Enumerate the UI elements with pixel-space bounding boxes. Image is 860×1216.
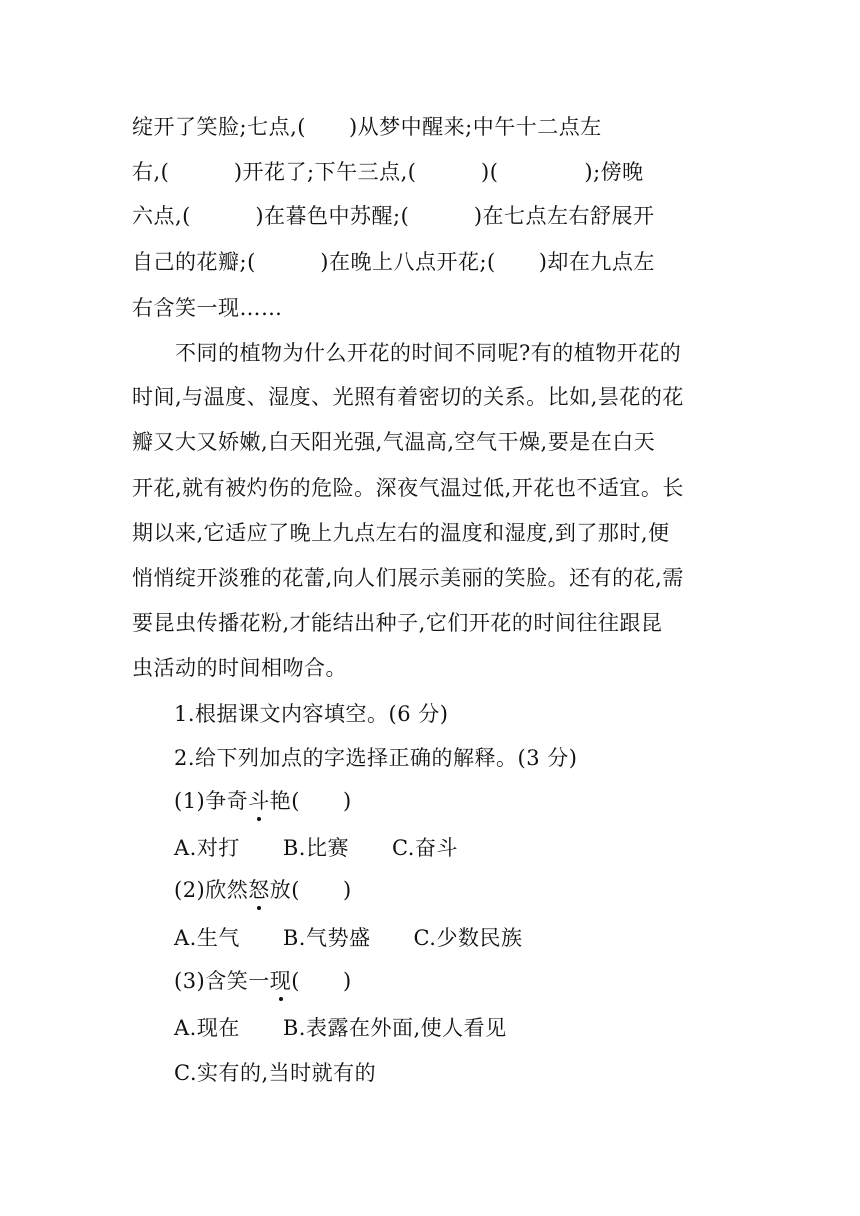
sub-question-2 [174, 878, 352, 902]
passage-line-8: 瓣又大又娇嫩,白天阳光强,气温高,空气干燥,要是在白天 [132, 430, 656, 454]
passage-line-10: 期以来,它适应了晚上九点左右的温度和湿度,到了那时,便 [132, 521, 670, 545]
sub-question-2-options: A.生气 B.气势盛 C.少数民族 [174, 926, 523, 950]
passage-line-13: 虫活动的时间相吻合。 [132, 656, 347, 680]
sub-question-3-prefix: (3)含笑一 [174, 969, 270, 993]
dotted-char-2: 怒 [248, 878, 270, 902]
sub-question-1-prefix: (1)争奇 [174, 789, 249, 813]
passage-line-6: 不同的植物为什么开花的时间不同呢?有的植物开花的 [132, 341, 682, 365]
passage-line-4: 自己的花瓣;( )在晚上八点开花;( )却在九点左 [132, 250, 655, 274]
sub-question-3-options: A.现在 B.表露在外面,使人看见 [174, 1016, 507, 1040]
question-2: 2.给下列加点的字选择正确的解释。(3 分) [174, 746, 578, 770]
passage-line-12: 要昆虫传播花粉,才能结出种子,它们开花的时间往往跟昆 [132, 611, 663, 635]
passage-line-7: 时间,与温度、湿度、光照有着密切的关系。比如,昙花的花 [132, 385, 684, 409]
dotted-char-1: 斗 [248, 789, 270, 813]
passage-line-9: 开花,就有被灼伤的危险。深夜气温过低,开花也不适宜。长 [132, 476, 684, 500]
passage-line-3: 六点,( )在暮色中苏醒;( )在七点左右舒展开 [132, 204, 655, 228]
sub-question-1-suffix: 艳( ) [269, 789, 352, 813]
passage-line-11: 悄悄绽开淡雅的花蕾,向人们展示美丽的笑脸。还有的花,需 [132, 566, 684, 590]
passage-line-5: 右含笑一现…… [132, 296, 283, 320]
sub-question-2-suffix: 放( ) [269, 878, 352, 902]
sub-question-2-prefix: (2)欣然 [174, 878, 249, 902]
passage-line-2: 右,( )开花了;下午三点,( )( );傍晚 [132, 160, 644, 184]
question-1: 1.根据课文内容填空。(6 分) [174, 702, 449, 726]
passage-line-1: 绽开了笑脸;七点,( )从梦中醒来;中午十二点左 [132, 115, 602, 139]
sub-question-3-suffix: ( ) [291, 969, 352, 993]
dotted-char-3: 现 [269, 969, 292, 993]
sub-question-3 [174, 969, 352, 993]
sub-question-3-options-cont: C.实有的,当时就有的 [174, 1061, 377, 1085]
sub-question-1 [174, 789, 352, 813]
sub-question-1-options: A.对打 B.比赛 C.奋斗 [174, 836, 458, 860]
